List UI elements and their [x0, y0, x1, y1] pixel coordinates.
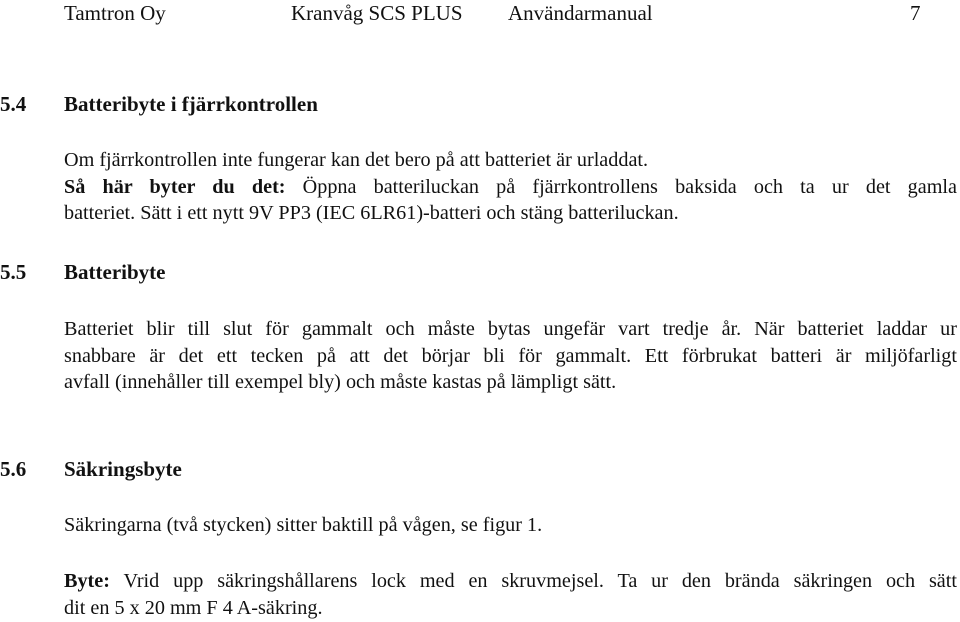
section-title: Säkringsbyte	[64, 457, 182, 481]
paragraph-line	[64, 174, 957, 201]
line-text: Öppna batteriluckan på fjärrkontrollens baksida och ta ur det gamla	[285, 175, 957, 198]
paragraph-fuse-location	[64, 512, 957, 539]
header-product: Kranvåg SCS PLUS	[291, 1, 463, 25]
paragraph-line: Om fjärrkontrollen inte fungerar kan det bero på att batteriet är urladdat.	[64, 149, 649, 171]
paragraph-line: batteriet. Sätt i ett nytt 9V PP3 (IEC 6LR61)-batteri och stäng batteriluckan.	[64, 202, 679, 224]
section-heading-5-4	[0, 91, 960, 117]
section-title: Batteribyte i fjärrkontrollen	[64, 92, 318, 116]
section-number: 5.5	[0, 260, 27, 284]
page-header	[0, 0, 960, 26]
paragraph-battery-replacement	[64, 316, 957, 396]
section-heading-5-6	[0, 456, 960, 482]
paragraph-line: Säkringarna (två stycken) sitter baktill på vågen, se figur 1.	[64, 514, 543, 536]
section-title: Batteribyte	[64, 260, 166, 284]
header-manual-title: Användarmanual	[508, 1, 653, 25]
paragraph-line: Batteriet blir till slut för gammalt och måste bytas ungefär vart tredje år. När batteriet laddar ur	[64, 318, 957, 340]
paragraph-line: snabbare är det ett tecken på att det börjar bli för gammalt. Ett förbrukat batteri är miljöfarligt	[64, 344, 957, 367]
section-number: 5.6	[0, 457, 27, 481]
paragraph-line	[64, 568, 957, 595]
paragraph-line: dit en 5 x 20 mm F 4 A-säkring.	[64, 596, 323, 619]
section-heading-5-5	[0, 259, 960, 285]
header-company: Tamtron Oy	[64, 1, 166, 25]
paragraph-remote-battery	[64, 147, 957, 227]
bold-lead-in: Så här byter du det:	[64, 175, 286, 198]
bold-lead-in: Byte:	[64, 570, 110, 592]
line-text: Vrid upp säkringshållarens lock med en skruvmejsel. Ta ur den brända säkringen och sätt	[109, 570, 957, 592]
paragraph-line: avfall (innehåller till exempel bly) och måste kastas på lämpligt sätt.	[64, 371, 617, 393]
header-page-number: 7	[910, 1, 921, 25]
section-number: 5.4	[0, 92, 27, 116]
paragraph-fuse-replacement	[64, 568, 957, 621]
